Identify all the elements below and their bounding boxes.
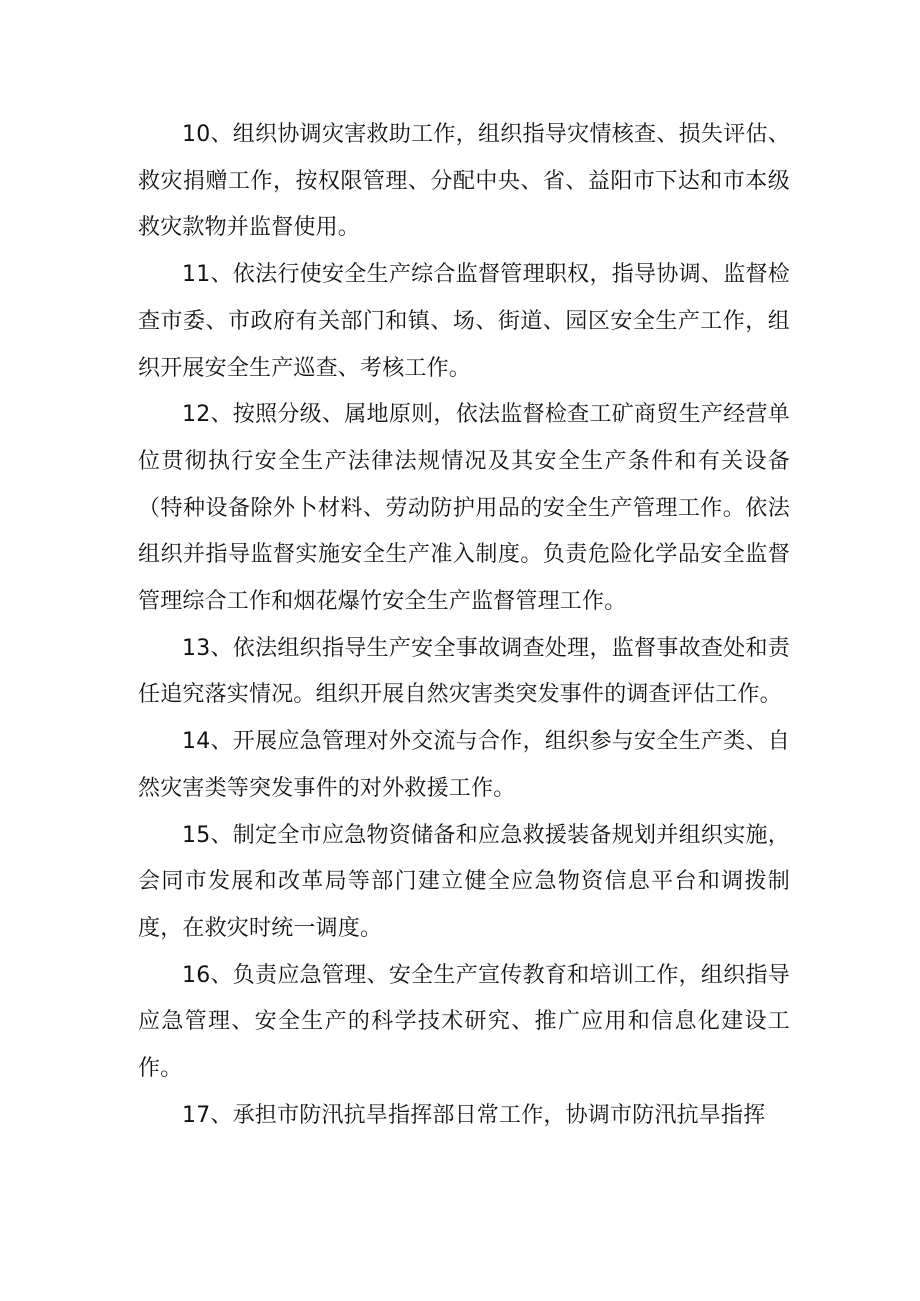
paragraph-15: 15、制定全市应急物资储备和应急救援装备规划并组织实施，会同市发展和改革局等部门建立健全应急物资信息平台和调拨制度，在救灾时统一调度。 (138, 822, 790, 941)
paragraph-11: 11、依法行使安全生产综合监督管理职权，指导协调、监督检查市委、市政府有关部门和镇、场、街道、园区安全生产工作，组织开展安全生产巡查、考核工作。 (138, 262, 790, 381)
paragraph-12: 12、按照分级、属地原则，依法监督检查工矿商贸生产经营单位贯彻执行安全生产法律法规情况及其安全生产条件和有关设备（特种设备除外卜材料、劳动防护用品的安全生产管理工作。依法组织并指导监督实施安全生产准入制度。负责危险化学品安全监督管理综合工作和烟花爆竹安全生产监督管理工作。 (138, 402, 790, 615)
paragraph-17: 17、承担市防汛抗旱指挥部日常工作，协调市防汛抗旱指挥 (182, 1102, 766, 1128)
paragraph-10: 10、组织协调灾害救助工作，组织指导灾情核查、损失评估、救灾捐赠工作，按权限管理、分配中央、省、益阳市下达和市本级救灾款物并监督使用。 (138, 122, 790, 241)
paragraph-16: 16、负责应急管理、安全生产宣传教育和培训工作，组织指导应急管理、安全生产的科学技术研究、推广应用和信息化建设工作。 (138, 962, 790, 1082)
document-body (138, 112, 790, 1139)
paragraph-14: 14、开展应急管理对外交流与合作，组织参与安全生产类、自然灾害类等突发事件的对外救援工作。 (138, 729, 790, 801)
paragraph-13: 13、依法组织指导生产安全事故调查处理，监督事故查处和责任追究落实情况。组织开展自然灾害类突发事件的调查评估工作。 (138, 635, 790, 708)
